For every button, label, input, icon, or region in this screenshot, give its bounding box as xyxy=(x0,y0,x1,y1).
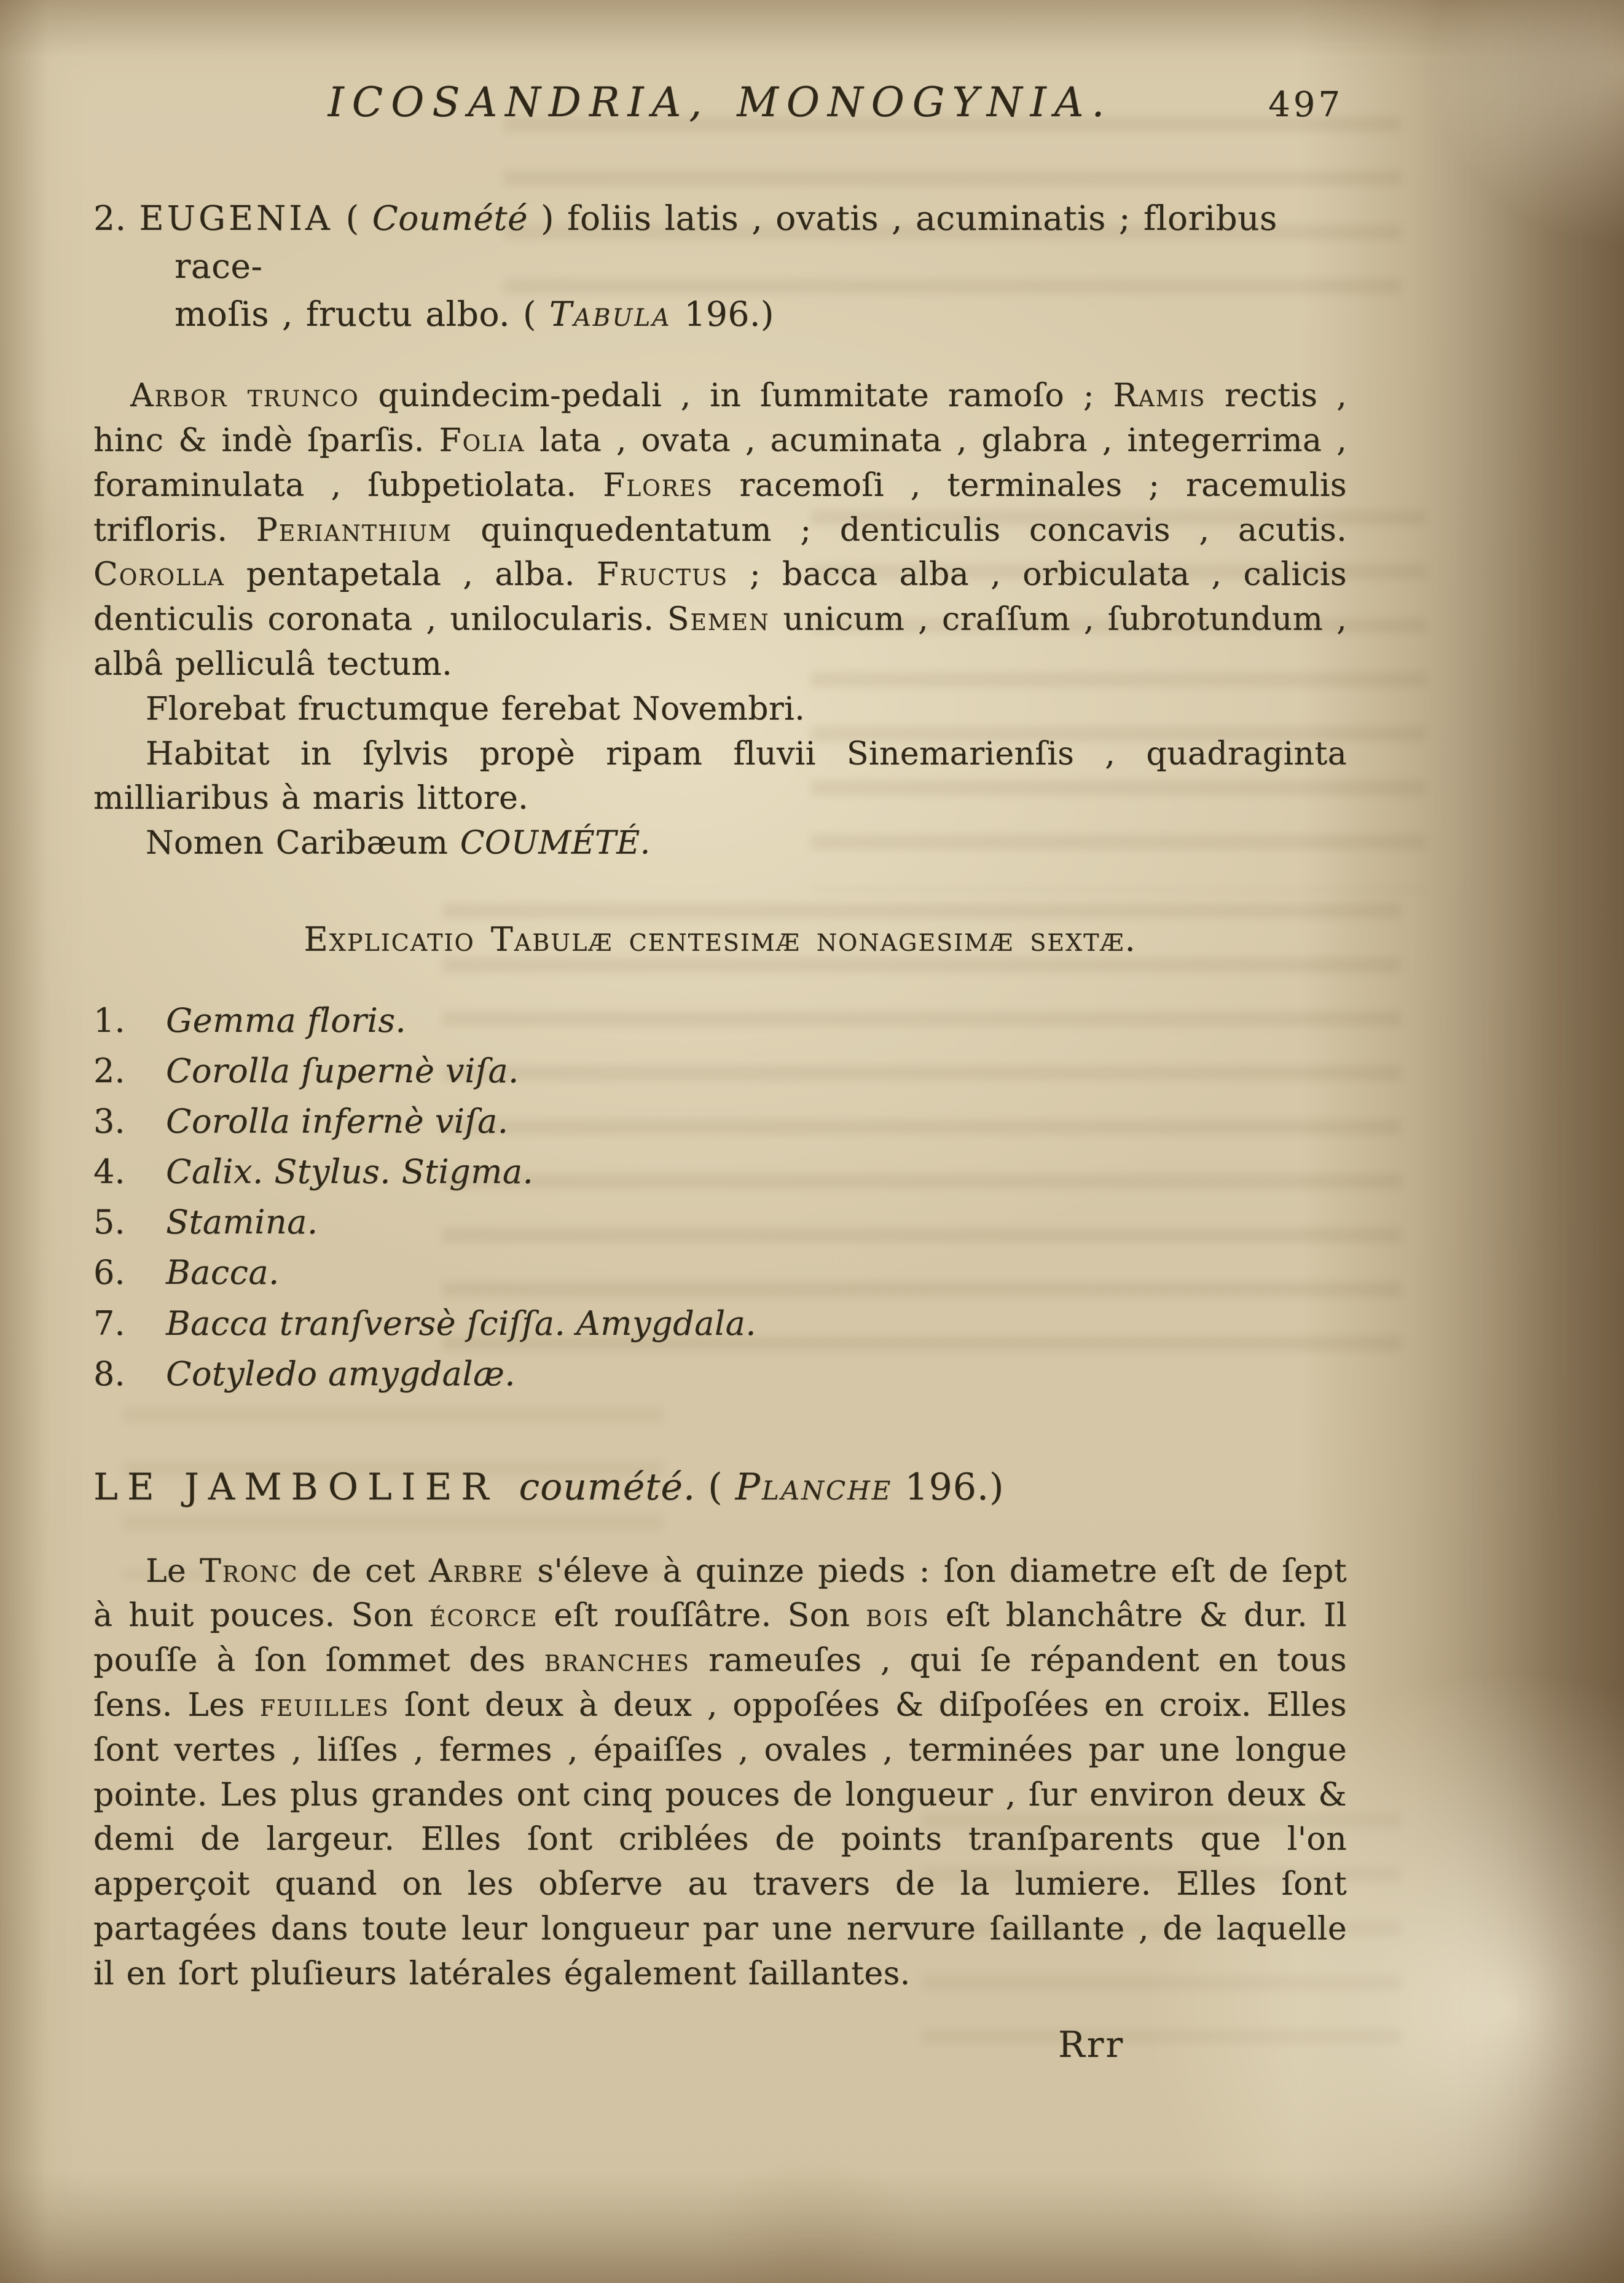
figure-list-item xyxy=(93,996,1347,1046)
figure-list-item xyxy=(93,1197,1347,1248)
figure-number: 5. xyxy=(93,1203,125,1242)
french-description-paragraph: Le Tronc de cet Arbre s'éleve à quinze pieds : ſon diametre eſt de ſept à huit pouces. Son écorce eſt rouſſâtre. Son bois eſt blanchâtre & dur. Il pouſſe à ſon ſommet des branches rameuſes , qui ſe répandent en tous ſens. Les feuilles ſont deux à deux , oppoſées & diſpoſées en croix. Elles ſont vertes , liſſes , fermes , épaiſſes , ovales , terminées par une longue pointe. Les plus grandes ont cinq pouces de longueur , ſur environ deux & demi de largeur. Elles ſont criblées de points tranſparents que l'on apperçoit quand on les obſerve au travers de la lumiere. Elles ſont partagées dans toute leur longueur par une nervure ſaillante , de laquelle il en ſort pluſieurs latérales également ſaillantes. xyxy=(93,1552,1347,1992)
figure-caption: Gemma floris. xyxy=(166,1001,407,1040)
habitat-note: Habitat in ſylvis propè ripam fluvii Sinemarienſis , quadraginta milliaribus à maris littore. xyxy=(93,735,1347,817)
figure-caption: Bacca. xyxy=(166,1253,280,1292)
plate-figure-list xyxy=(93,996,1347,1399)
figure-number: 3. xyxy=(93,1102,125,1141)
figure-number: 8. xyxy=(93,1354,125,1393)
species-heading: 2. EUGENIA ( Coumété ) foliis latis , ovatis , acuminatis ; floribus race- moſis , fructu albo. ( Tabula 196.) xyxy=(93,198,1277,334)
plate-explanation-heading: Explicatio Tabulæ centesimæ nonagesimæ sextæ. xyxy=(304,920,1137,959)
latin-description-paragraph: Arbor trunco quindecim-pedali , in ſummitate ramoſo ; Ramis rectis , hinc & indè ſparſis. Folia lata , ovata , acuminata , glabra , integerrima , foraminulata , ſubpetiolata. Flores racemoſi , terminales ; racemulis trifloris. Perianthium quinquedentatum ; denticulis concavis , acutis. Corolla pentapetala , alba. Fructus ; bacca alba , orbiculata , calicis denticulis coronata , unilocularis. Semen unicum , craſſum , ſubrotundum , albâ pelliculâ tectum. xyxy=(93,377,1347,683)
page-header xyxy=(93,79,1347,138)
figure-caption: Corolla ſupernè viſa. xyxy=(166,1051,519,1091)
figure-list-item xyxy=(93,1096,1347,1147)
vernacular-name-note: Nomen Caribæum COUMÉTÉ. xyxy=(146,825,651,862)
figure-caption: Stamina. xyxy=(166,1203,318,1242)
figure-number: 4. xyxy=(93,1152,125,1192)
figure-caption: Calix. Stylus. Stigma. xyxy=(166,1152,534,1192)
french-section-heading: LE JAMBOLIER coumété. ( Planche 196.) xyxy=(93,1465,1005,1509)
figure-list-item xyxy=(93,1248,1347,1298)
figure-list-item xyxy=(93,1147,1347,1197)
page-number: 497 xyxy=(1268,85,1343,125)
figure-caption: Cotyledo amygdalæ. xyxy=(166,1354,516,1393)
signature-mark: Rrr xyxy=(1058,2023,1125,2065)
phenology-note: Florebat fructumque ferebat Novembri. xyxy=(146,690,806,728)
figure-list-item xyxy=(93,1299,1347,1349)
figure-list-item xyxy=(93,1349,1347,1399)
figure-list-item xyxy=(93,1046,1347,1096)
figure-number: 7. xyxy=(93,1303,125,1343)
figure-number: 2. xyxy=(93,1051,125,1091)
page-content xyxy=(93,79,1347,2065)
figure-number: 6. xyxy=(93,1253,125,1292)
running-title: ICOSANDRIA, MONOGYNIA. xyxy=(328,79,1113,126)
figure-number: 1. xyxy=(93,1001,125,1040)
figure-caption: Corolla infernè viſa. xyxy=(166,1102,509,1141)
figure-caption: Bacca tranſversè ſciſſa. Amygdala. xyxy=(166,1303,756,1343)
